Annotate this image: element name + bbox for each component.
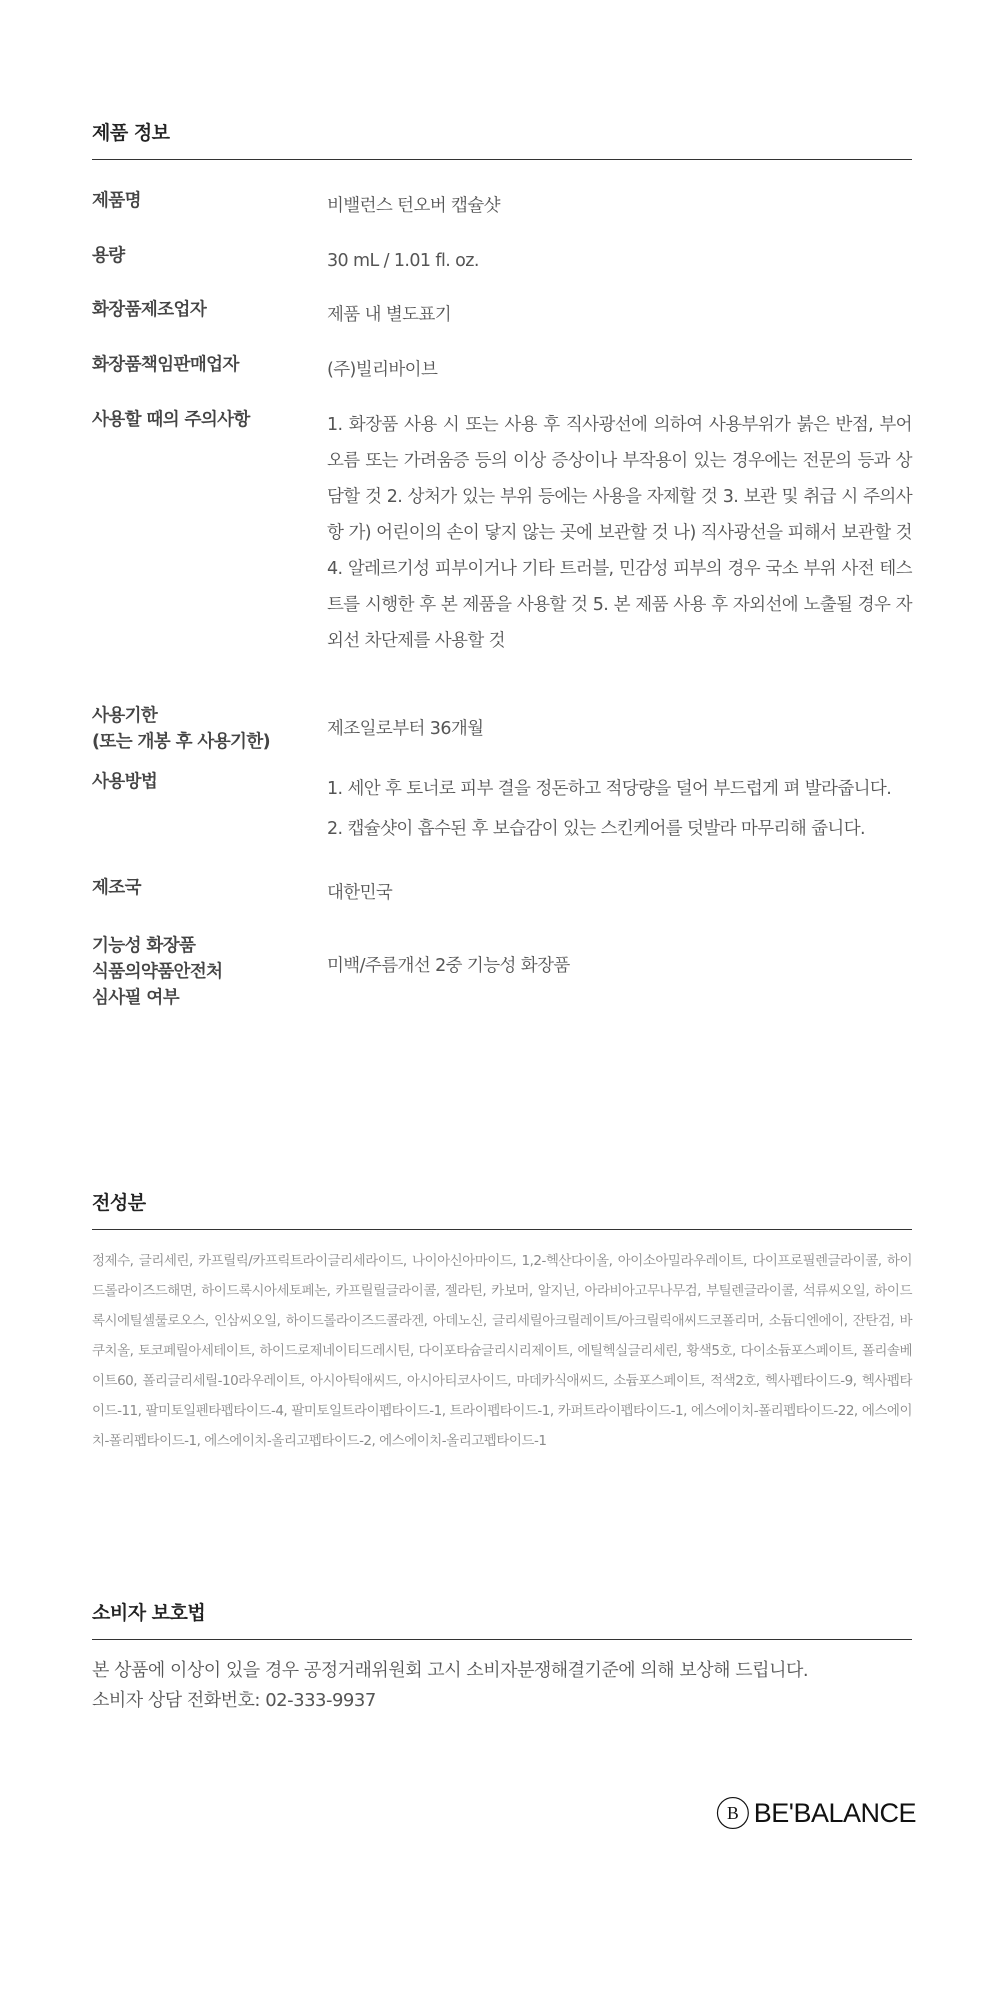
info-value (327, 188, 912, 224)
info-row-functional (92, 933, 912, 1008)
brand-circle-logo-icon (716, 1790, 750, 1836)
info-row-manufacturer (92, 297, 912, 333)
info-value-line: 비밸런스 턴오버 캡슐샷 (327, 196, 500, 216)
info-row-seller (92, 352, 912, 388)
consumer-title: 소비자 보호법 (92, 1598, 912, 1640)
info-label: 제품명 (92, 191, 141, 211)
info-row-usage (92, 769, 912, 849)
info-value-line: 미백/주름개선 2중 기능성 화장품 (327, 956, 570, 976)
consumer-line: 본 상품에 이상이 있을 경우 공정거래위원회 고시 소비자분쟁해결기준에 의해 보상해 드립니다. (92, 1660, 809, 1681)
info-value-line: 대한민국 (327, 883, 393, 903)
info-label: 화장품책임판매업자 (92, 355, 239, 375)
product-info-title: 제품 정보 (92, 118, 912, 160)
info-label: 제조국 (92, 878, 141, 898)
consumer-section (92, 1598, 912, 1716)
ingredients-title: 전성분 (92, 1188, 912, 1230)
consumer-line: 소비자 상담 전화번호: 02-333-9937 (92, 1690, 376, 1711)
info-value-line: (주)빌리바이브 (327, 360, 438, 380)
info-label: 화장품제조업자 (92, 300, 207, 320)
info-label: 용량 (92, 246, 125, 266)
info-value (327, 933, 912, 984)
info-value-line: 제조일로부터 36개월 (327, 719, 484, 739)
info-label: 기능성 화장품 식품의약품안전처 심사필 여부 (92, 936, 223, 1008)
info-value (327, 703, 912, 747)
ingredients-text: 정제수, 글리세린, 카프릴릭/카프릭트라이글리세라이드, 나이아신아마이드, 1,2-헥산다이올, 아이소아밀라우레이트, 다이프로필렌글라이콜, 하이드롤라이즈드해면, 하이드록시아세토페논, 카프릴릴글라이콜, 젤라틴, 카보머, 알지닌, 아라비아고무나무검, 부틸렌글라이콜, 석류씨오일, 하이드록시에틸셀룰로오스, 인삼씨오일, 하이드롤라이즈드콜라겐, 아데노신, 글리세릴아크릴레이트/아크릴릭애씨드코폴리머, 소듐디엔에이, 잔탄검, 바쿠치올, 토코페릴아세테이트, 하이드로제네이티드레시틴, 다이포타슘글리시리제이트, 에틸헥실글리세린, 황색5호, 다이소듐포스페이트, 폴리솔베이트60, 폴리글리세릴-10라우레이트, 아시아틱애씨드, 아시아티코사이드, 마데카식애씨드, 소듐포스페이트, 적색2호, 헥사펩타이드-9, 헥사펩타이드-11, 팔미토일펜타펩타이드-4, 팔미토일트라이펩타이드-1, 트라이펩타이드-1, 카퍼트라이펩타이드-1, 에스에이치-폴리펩타이드-22, 에스에이치-폴리펩타이드-1, 에스에이치-올리고펩타이드-2, 에스에이치-올리고펩타이드-1 (92, 1253, 912, 1449)
info-label: 사용방법 (92, 772, 158, 792)
logo-wordmark: BE'BALANCE (753, 1797, 916, 1828)
info-row-precautions (92, 407, 912, 659)
info-row-expiry (92, 703, 912, 752)
info-value-line: 1. 세안 후 토너로 피부 결을 정돈하고 적당량을 덜어 부드럽게 펴 발라줍니다. (327, 779, 892, 799)
info-value (327, 297, 912, 333)
info-value (327, 243, 912, 279)
info-row-country (92, 875, 912, 911)
info-value (327, 875, 912, 911)
info-row-volume (92, 243, 912, 279)
info-value-line: 1. 화장품 사용 시 또는 사용 후 직사광선에 의하여 사용부위가 붉은 반점, 부어오름 또는 가려움증 등의 이상 증상이나 부작용이 있는 경우에는 전문의 등과 상담할 것 2. 상처가 있는 부위 등에는 사용을 자제할 것 3. 보관 및 취급 시 주의사항 가) 어린이의 손이 닿지 않는 곳에 보관할 것 나) 직사광선을 피해서 보관할 것 4. 알레르기성 피부이거나 기타 트러블, 민감성 피부의 경우 국소 부위 사전 테스트를 시행한 후 본 제품을 사용할 것 5. 본 제품 사용 후 자외선에 노출될 경우 자외선 차단제를 사용할 것 (327, 415, 912, 651)
info-value (327, 769, 912, 849)
info-row-product-name (92, 188, 912, 224)
info-value-line: 제품 내 별도표기 (327, 305, 452, 325)
info-label: 사용기한 (또는 개봉 후 사용기한) (92, 706, 271, 752)
product-info-table (92, 188, 912, 1008)
ingredients-section (92, 1188, 912, 1456)
info-value-line: 30 mL / 1.01 fl. oz. (327, 251, 479, 271)
product-info-section (92, 118, 912, 1008)
info-label: 사용할 때의 주의사항 (92, 410, 250, 430)
consumer-text (92, 1656, 912, 1716)
info-value (327, 407, 912, 659)
logo-mark-letter: B (727, 1802, 739, 1823)
brand-logo (716, 1788, 916, 1838)
info-value (327, 352, 912, 388)
info-value-line: 2. 캡슐샷이 흡수된 후 보습감이 있는 스킨케어를 덧발라 마무리해 줍니다. (327, 819, 865, 839)
